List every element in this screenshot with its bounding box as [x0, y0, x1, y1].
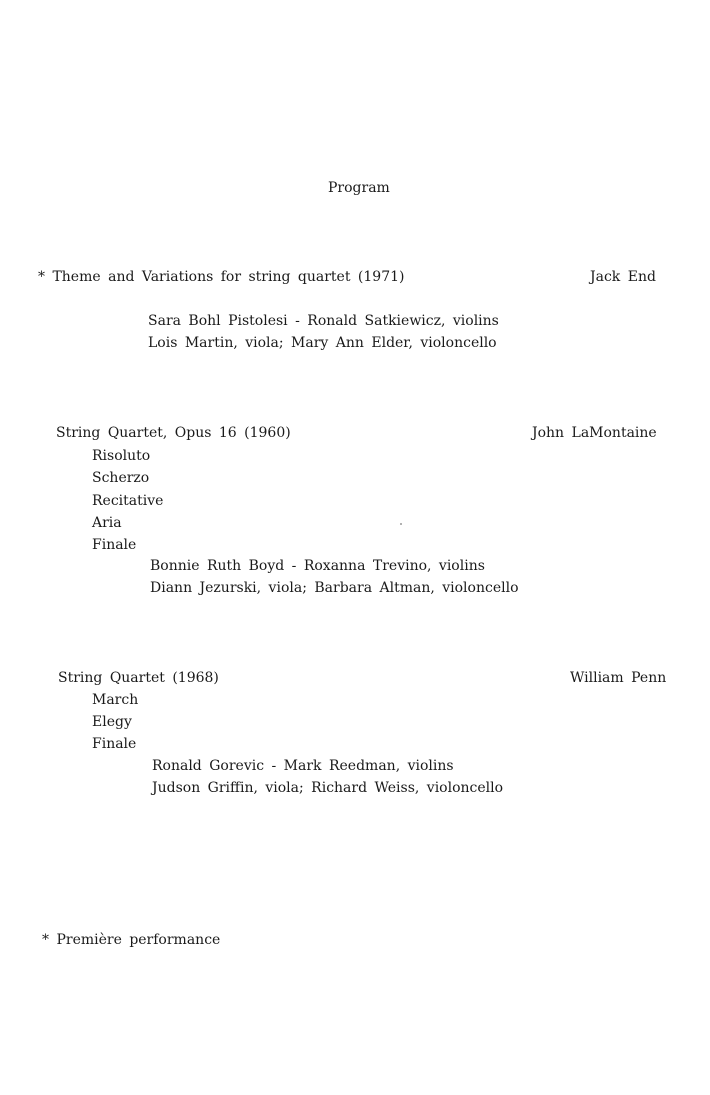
page-title: Program [328, 180, 390, 196]
piece-3-movement-2: Elegy [92, 714, 132, 730]
piece-1-composer: Jack End [590, 269, 656, 285]
footnote: * Première performance [42, 932, 221, 948]
piece-2-title: String Quartet, Opus 16 (1960) [56, 425, 291, 441]
piece-3-title: String Quartet (1968) [58, 670, 219, 686]
piece-3-movement-3: Finale [92, 736, 137, 752]
piece-1-title: * Theme and Variations for string quartet (1971) [38, 269, 405, 285]
piece-2-movement-1: Risoluto [92, 448, 151, 464]
piece-3-composer: William Penn [570, 670, 667, 686]
piece-2-movement-3: Recitative [92, 493, 164, 509]
piece-2-performers-line-1: Bonnie Ruth Boyd - Roxanna Trevino, violins [150, 558, 485, 574]
piece-2-movement-4: Aria [92, 515, 122, 531]
piece-1-performers-line-1: Sara Bohl Pistolesi - Ronald Satkiewicz, violins [148, 313, 499, 329]
piece-2-performers-line-2: Diann Jezurski, viola; Barbara Altman, violoncello [150, 580, 519, 596]
piece-1-performers-line-2: Lois Martin, viola; Mary Ann Elder, violoncello [148, 335, 497, 351]
piece-3-performers-line-1: Ronald Gorevic - Mark Reedman, violins [152, 758, 454, 774]
scan-speck [400, 523, 402, 525]
piece-3-performers-line-2: Judson Griffin, viola; Richard Weiss, violoncello [152, 780, 504, 796]
piece-2-composer: John LaMontaine [532, 425, 657, 441]
piece-2-movement-2: Scherzo [92, 470, 150, 486]
piece-2-movement-5: Finale [92, 537, 137, 553]
piece-3-movement-1: March [92, 692, 139, 708]
